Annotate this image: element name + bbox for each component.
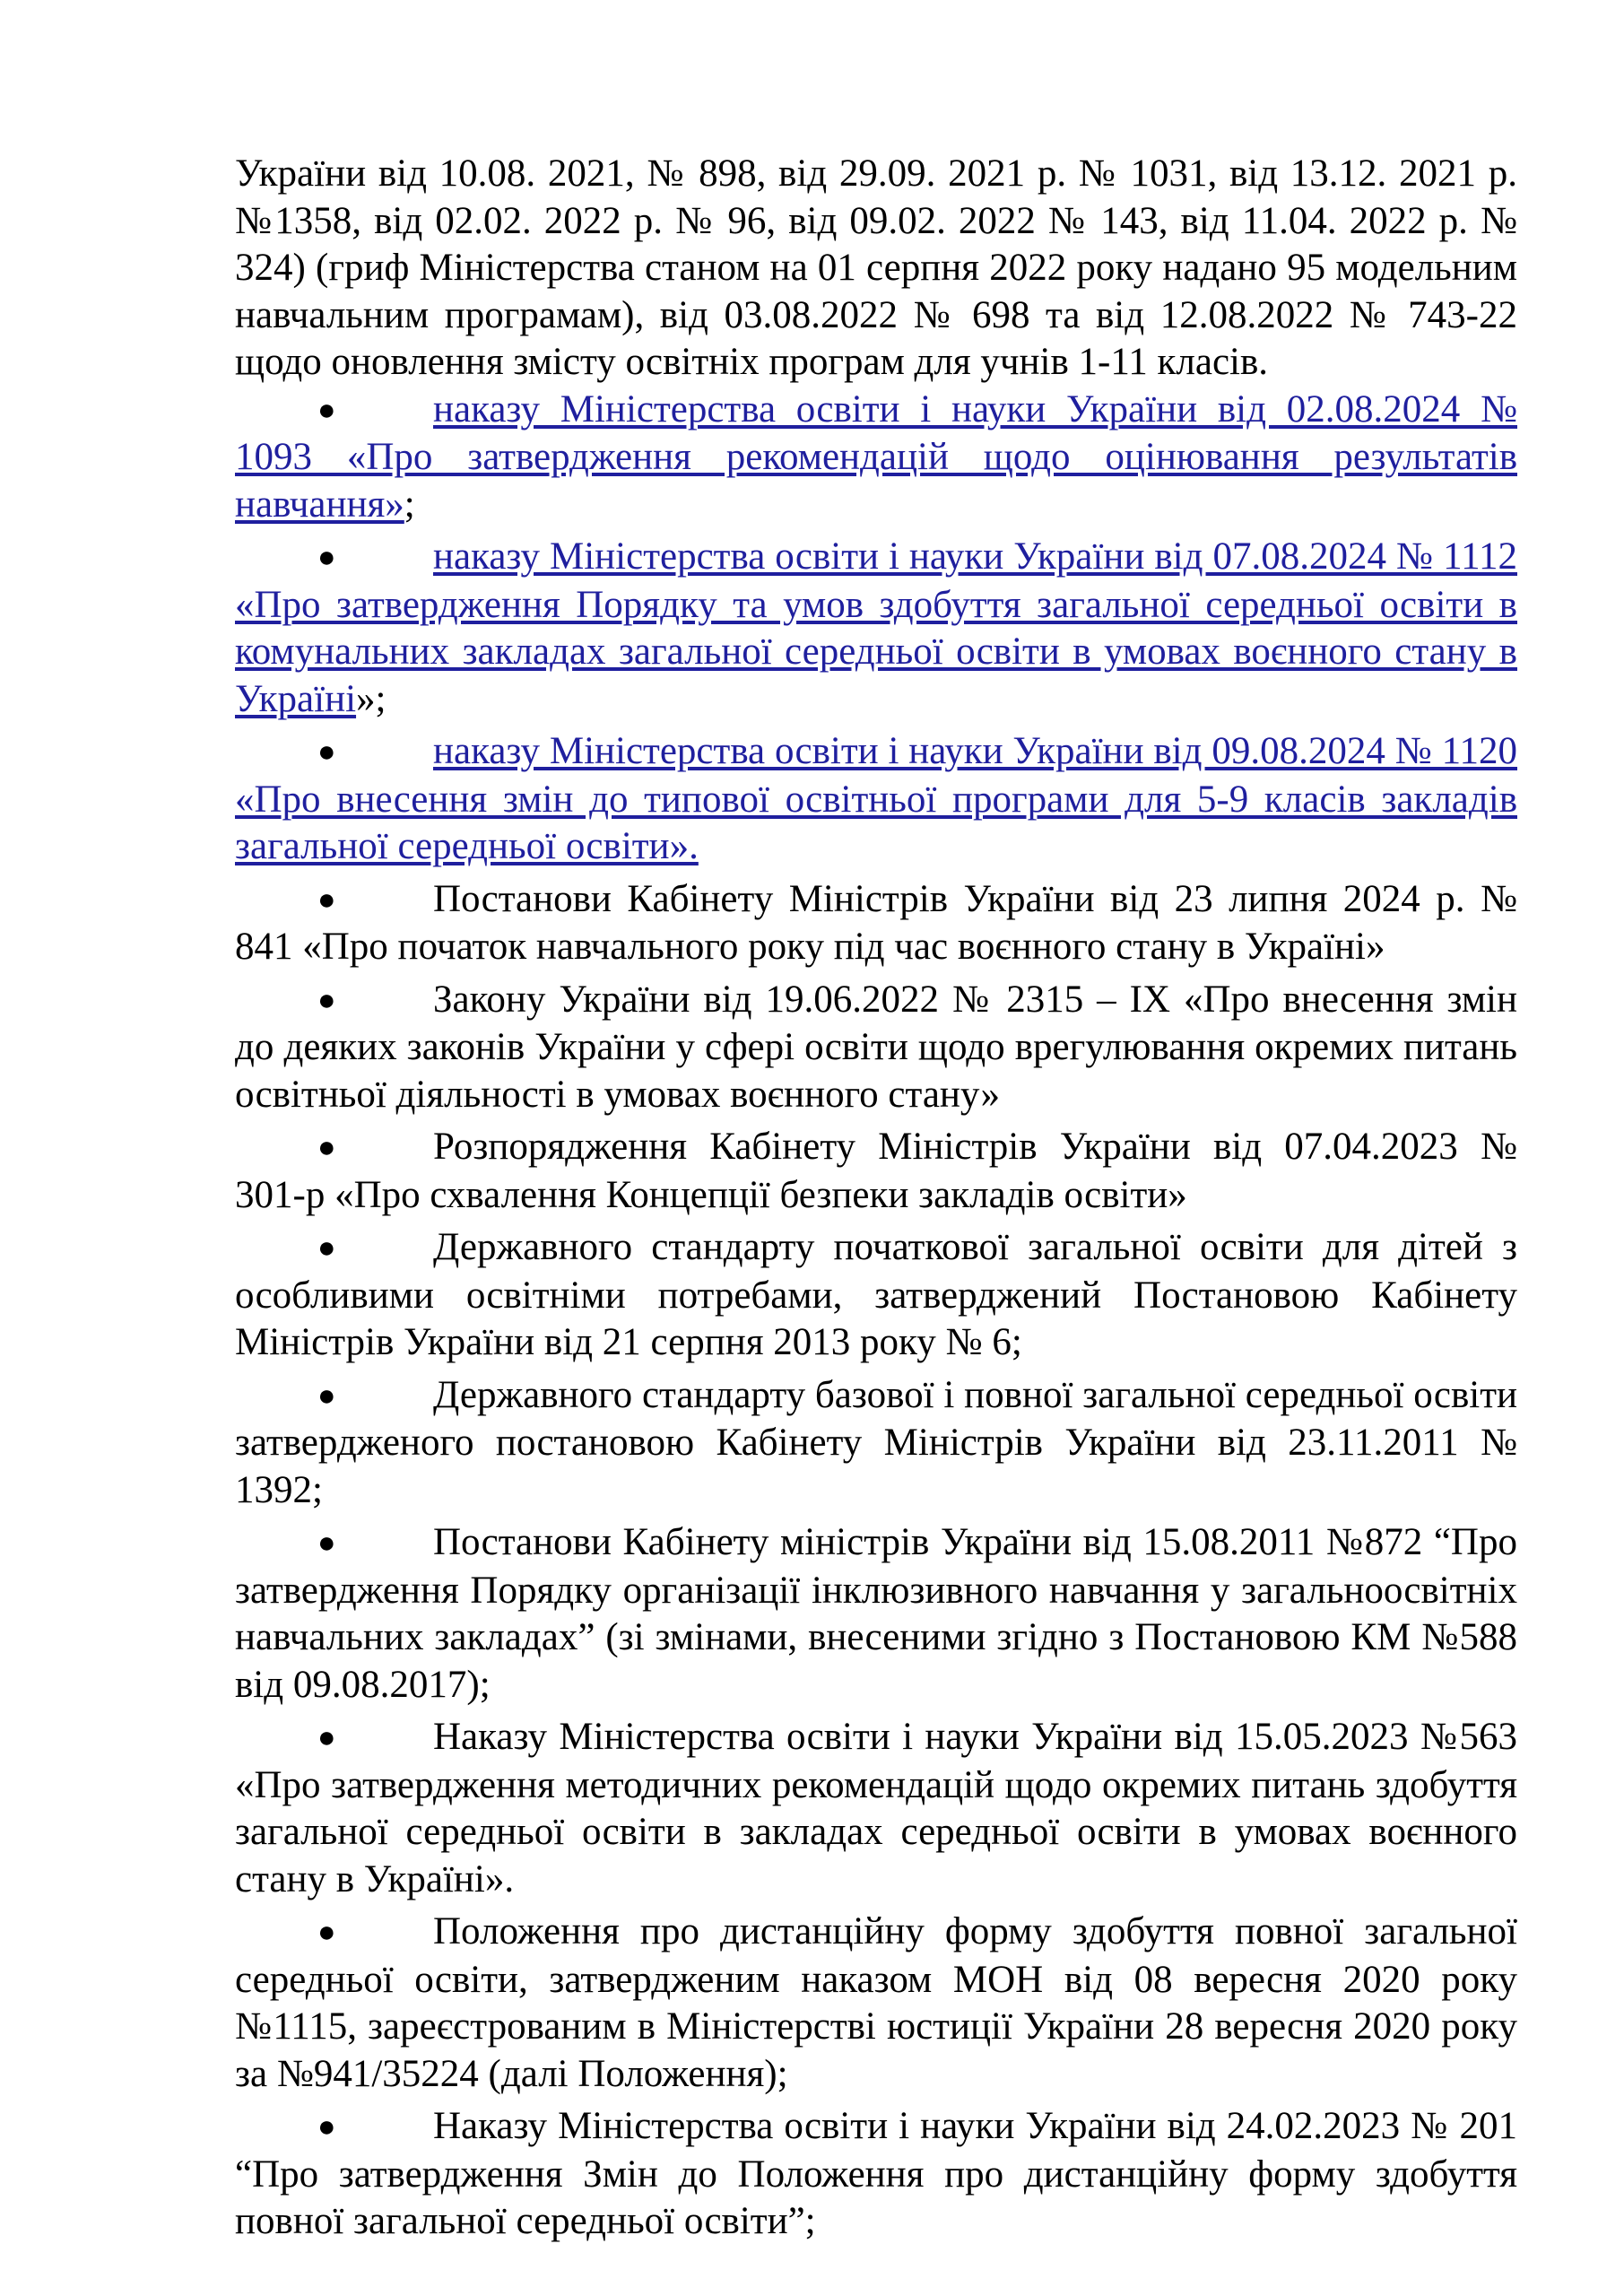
list-item (235, 534, 1517, 723)
list-item (235, 1714, 1517, 1903)
bullet-icon: ● (317, 1131, 336, 1164)
bullet-icon: ● (317, 983, 336, 1017)
bullet-icon: ● (317, 393, 336, 427)
bullet-icon: ● (317, 1231, 336, 1265)
list-item (235, 977, 1517, 1119)
list-item (235, 387, 1517, 529)
bullet-icon: ● (317, 1916, 336, 1949)
regulation-text: Постанови Кабінету міністрів України від 15.08.2011 №872 “Про затвердження Порядку організації інклюзивного навчання у загальноосвітніх навчальних закладах” (зі змінами, внесеними згідно з Постановою КМ №588 від 09.08.2017); (235, 1521, 1517, 1706)
bullet-icon: ● (317, 883, 336, 917)
regulation-list (235, 387, 1517, 2246)
bullet-icon: ● (317, 1721, 336, 1754)
regulation-text: Постанови Кабінету Міністрів України від 23 липня 2024 р. № 841 «Про початок навчального року під час воєнного стану в Україні» (235, 877, 1517, 968)
regulation-link[interactable]: наказу Міністерства освіти і науки України від 02.08.2024 № 1093 «Про затвердження рекомендацій щодо оцінювання результатів навчання» (235, 387, 1517, 526)
regulation-text: Положення про дистанційну форму здобуття повної загальної середньої освіти, затвердженим наказом МОН від 08 вересня 2020 року №1115, зареєстрованим в Міністерстві юстиції України 28 вересня 2020 року за №941/35224 (далі Положення); (235, 1910, 1517, 2095)
link-suffix: ; (404, 483, 415, 526)
bullet-icon: ● (317, 1378, 336, 1413)
intro-paragraph: України від 10.08. 2021, № 898, від 29.09. 2021 р. № 1031, від 13.12. 2021 р. №1358, від 02.02. 2022 р. № 96, від 09.02. 2022 № 143, від 11.04. 2022 р. № 324) (гриф Міністерства станом на 01 серпня 2022 року надано 95 модельним навчальним програмам), від 03.08.2022 № 698 та від 12.08.2022 № 743-22 щодо оновлення змісту освітніх програм для учнів 1-11 класів. (235, 152, 1517, 383)
list-item (235, 1372, 1517, 1515)
list-item (235, 1124, 1517, 1219)
regulation-text: Закону України від 19.06.2022 № 2315 – IX «Про внесення змін до деяких законів України у сфері освіти щодо врегулювання окремих питань освітньої діяльності в умовах воєнного стану» (235, 978, 1517, 1116)
list-item (235, 2103, 1517, 2246)
list-item (235, 1909, 1517, 2098)
regulation-link[interactable]: наказу Міністерства освіти і науки України від 07.08.2024 № 1112 «Про затвердження Порядку та умов здобуття загальної середньої освіти в комунальних закладах загальної середньої освіти в умовах воєнного стану в Україні (235, 535, 1517, 720)
regulation-link[interactable]: наказу Міністерства освіти і науки України від 09.08.2024 № 1120 «Про внесення змін до типової освітньої програми для 5-9 класів закладів загальної середньої освіти». (235, 730, 1517, 867)
regulation-text: Державного стандарту базової і повної загальної середньої освіти затвердженого постановою Кабінету Міністрів України від 23.11.2011 № 1392; (235, 1373, 1517, 1511)
list-item (235, 1224, 1517, 1367)
link-suffix: »; (356, 677, 386, 720)
regulation-text: Державного стандарту початкової загальної освіти для дітей з особливими освітніми потребами, затверджений Постановою Кабінету Міністрів України від 21 серпня 2013 року № 6; (235, 1226, 1517, 1363)
document-page (235, 151, 1517, 2251)
bullet-icon: ● (317, 2110, 336, 2144)
regulation-text: Наказу Міністерства освіти і науки України від 15.05.2023 №563 «Про затвердження методичних рекомендацій щодо окремих питань здобуття загальної середньої освіти в закладах середньої освіти в умовах воєнного стану в Україні». (235, 1716, 1517, 1900)
regulation-text: Розпорядження Кабінету Міністрів України від 07.04.2023 № 301-р «Про схвалення Концепції безпеки закладів освіти» (235, 1126, 1517, 1216)
bullet-icon: ● (317, 735, 336, 769)
regulation-text: Наказу Міністерства освіти і науки України від 24.02.2023 № 201 “Про затвердження Змін до Положення про дистанційну форму здобуття повної загальної середньої освіти”; (235, 2105, 1517, 2242)
list-item (235, 876, 1517, 971)
bullet-icon: ● (317, 541, 336, 574)
list-item (235, 728, 1517, 871)
list-item (235, 1519, 1517, 1709)
bullet-icon: ● (317, 1526, 336, 1560)
